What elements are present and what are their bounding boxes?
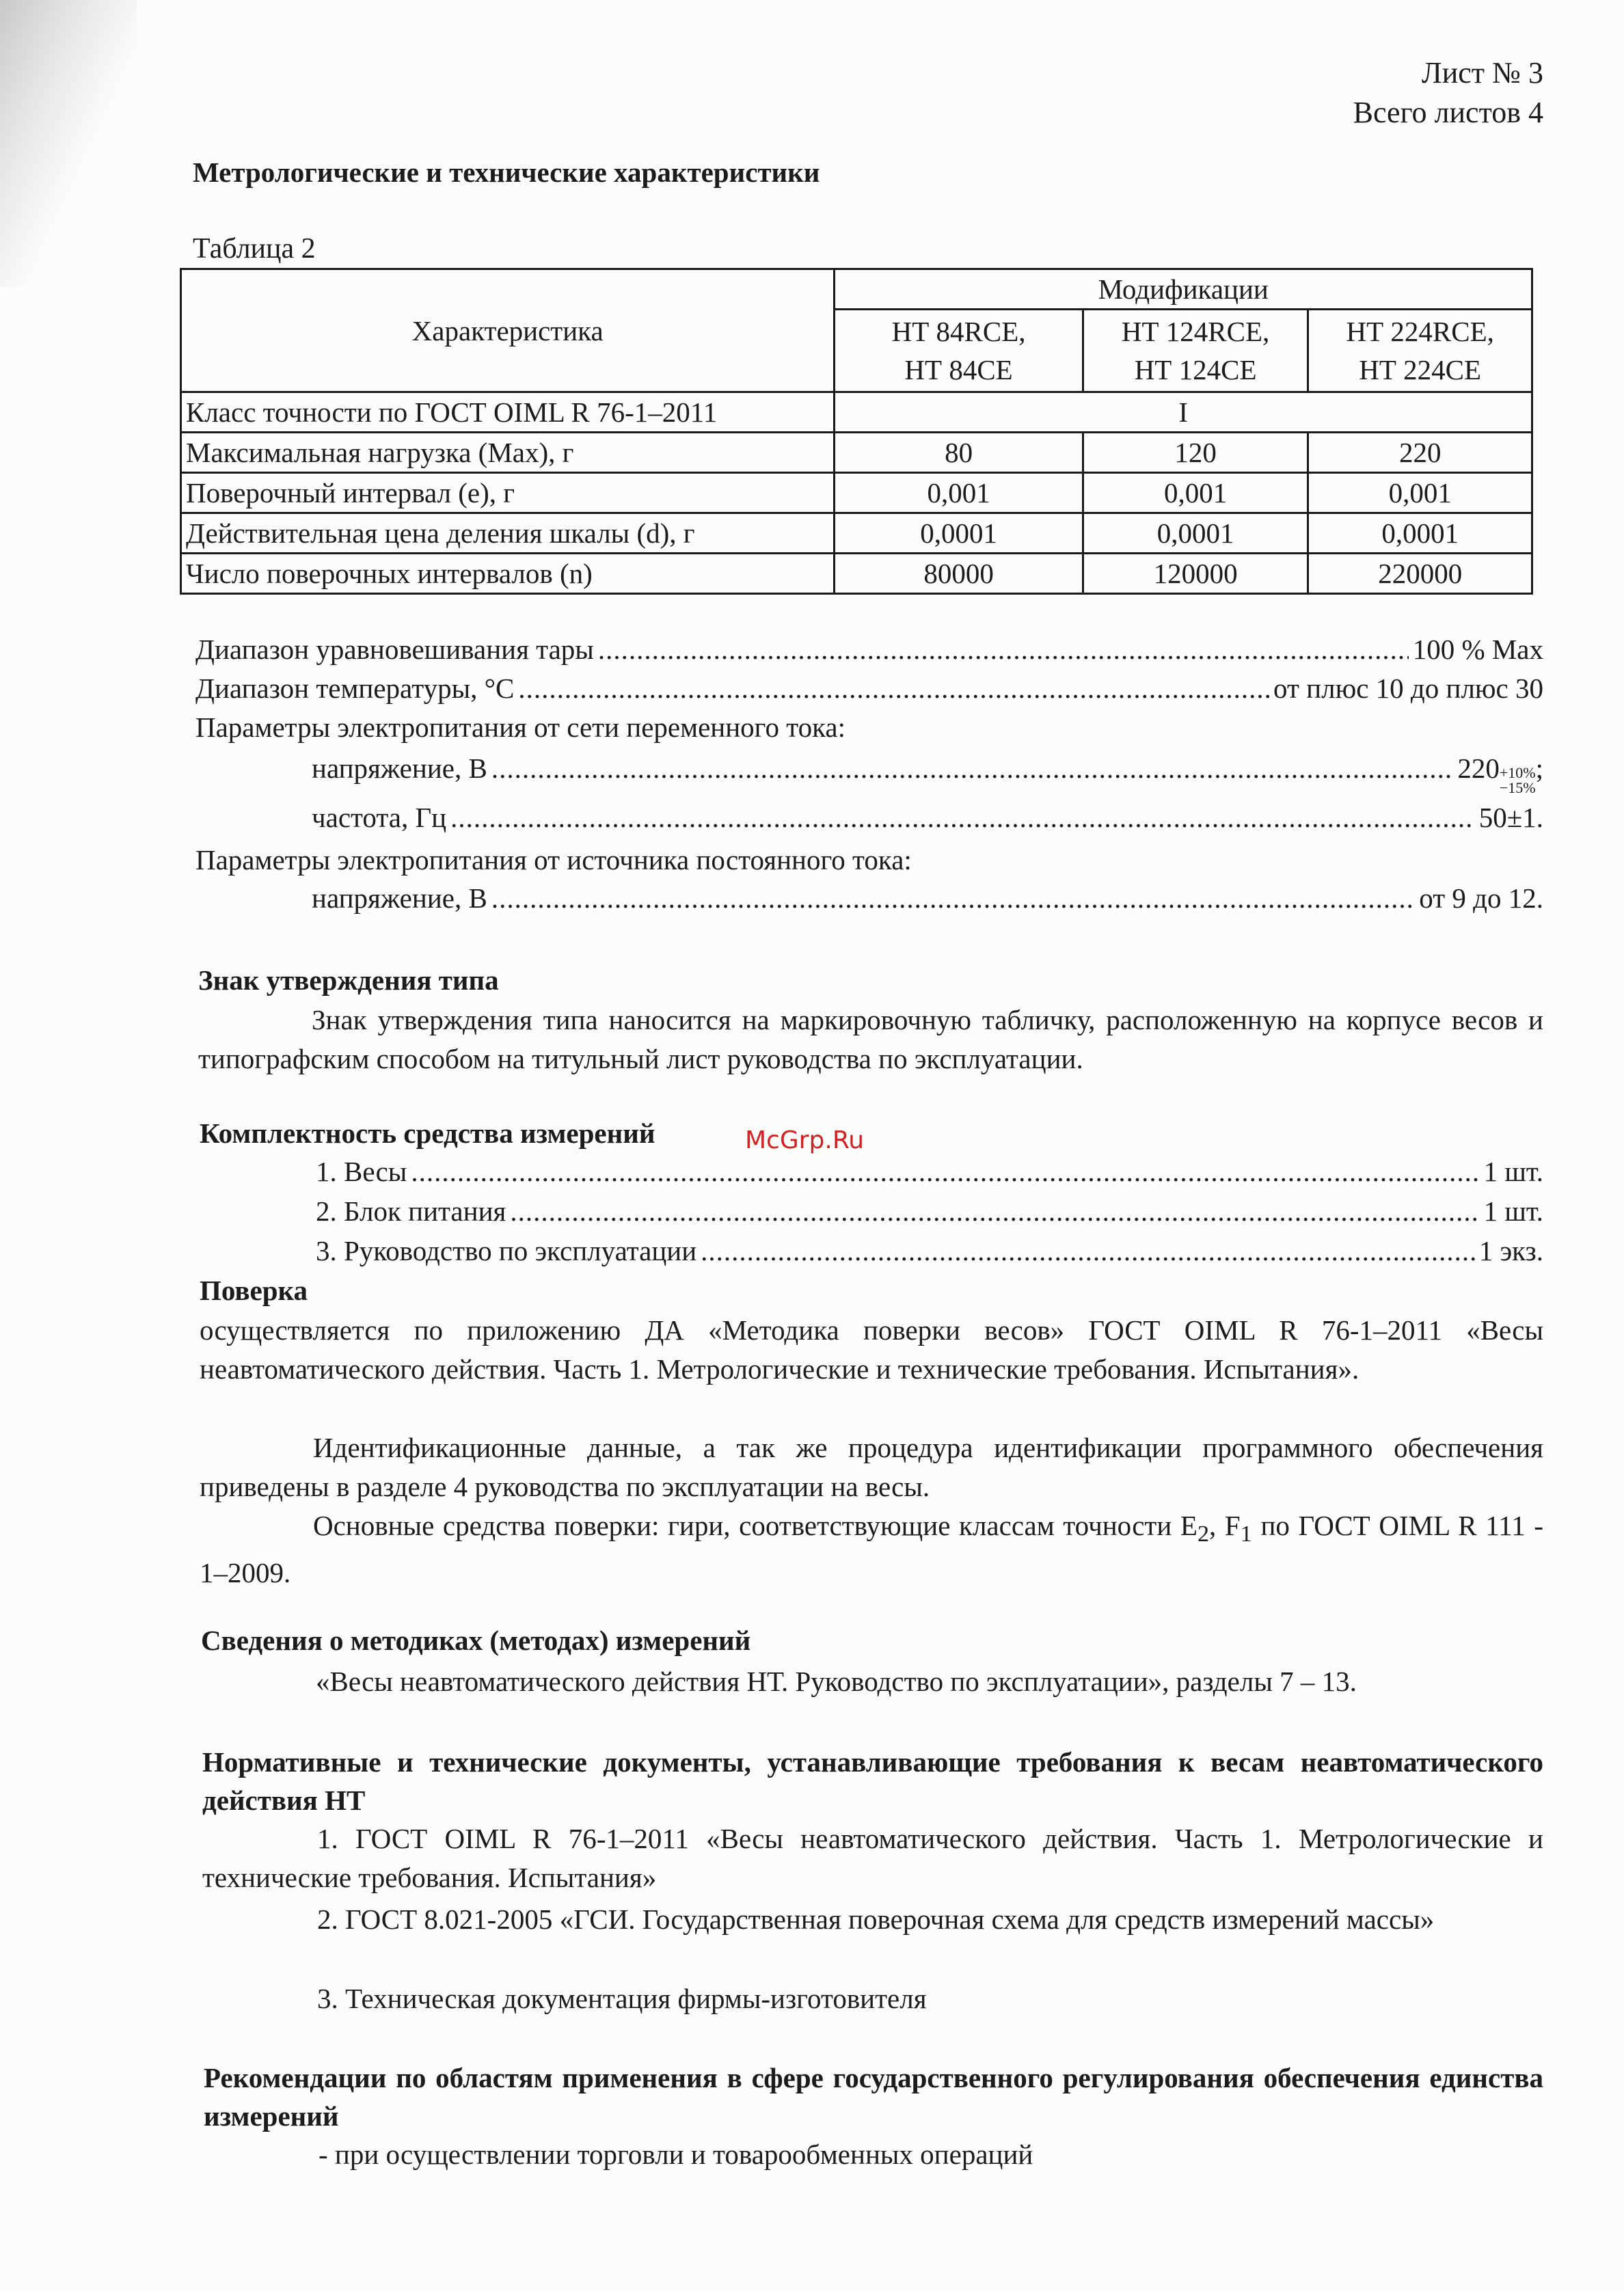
list-item: 1. Весы ..... 1 шт. [316,1155,1543,1188]
table-row [181,554,1532,594]
row-value: 0,0001 [1308,513,1532,554]
methods-title: Сведения о методиках (методах) измерений [201,1625,751,1656]
header-modifications: Модификации [835,269,1532,310]
param-dc-voltage: напряжение, В ..... от 9 до 12. [312,882,1543,914]
header-characteristic: Характеристика [181,269,835,392]
header-model: НТ 84RCE, НТ 84CE [835,310,1083,392]
recommend-item: - при осуществлении торговли и товарообменных операций [319,2139,1033,2170]
norms-item-1: 1. ГОСТ OIML R 76-1–2011 «Весы неавтоматического действия. Часть 1. Метрологические и технические требования. Испытания» [202,1823,1543,1893]
param-dc-title: Параметры электропитания от источника постоянного тока: [195,844,912,876]
param-tare: Диапазон уравновешивания тары ..... 100 % Max [195,633,1543,666]
param-ac-title: Параметры электропитания от сети переменного тока: [195,711,845,743]
row-value: 0,001 [835,473,1083,513]
table-row [181,392,1532,433]
row-label: Класс точности по ГОСТ OIML R 76-1–2011 [181,392,835,433]
verification-text-2: Идентификационные данные, а так же процедура идентификации программного обеспечения приведены в разделе 4 руководства по эксплуатации на весы. [200,1432,1543,1502]
approval-title: Знак утверждения типа [198,964,499,996]
table-row [181,473,1532,513]
watermark: McGrp.Ru [745,1126,865,1154]
row-value: 220000 [1308,554,1532,594]
row-label: Поверочный интервал (e), г [181,473,835,513]
param-ac-freq: частота, Гц ..... 50±1. [312,801,1543,834]
row-label: Действительная цена деления шкалы (d), г [181,513,835,554]
list-item: 3. Руководство по эксплуатации ..... 1 экз. [316,1234,1543,1267]
row-label: Число поверочных интервалов (n) [181,554,835,594]
methods-text: «Весы неавтоматического действия НТ. Руководство по эксплуатации», разделы 7 – 13. [316,1666,1357,1697]
table-row [181,513,1532,554]
table-caption: Таблица 2 [193,233,316,265]
verification-title: Поверка [200,1275,308,1306]
completeness-title: Комплектность средства измерений [200,1117,655,1149]
param-ac-voltage: напряжение, В ..... 220 $_{+10\% -15\%}$ ; [312,752,1543,796]
norms-title: Нормативные и технические документы, устанавливающие требования к весам неавтоматического действия НТ [202,1746,1543,1816]
row-label: Максимальная нагрузка (Max), г [181,433,835,473]
row-value: 0,0001 [1083,513,1308,554]
row-value: 220 [1308,433,1532,473]
sheet-total: Всего листов 4 [1353,96,1543,129]
recommend-title: Рекомендации по областям применения в сфере государственного регулирования обеспечения единства измерений [204,2062,1543,2132]
row-value: 120000 [1083,554,1308,594]
param-temp: Диапазон температуры, °С ..... от плюс 10 до плюс 30 [195,672,1543,705]
row-value: 0,001 [1308,473,1532,513]
table-row [181,433,1532,473]
row-value: 0,0001 [835,513,1083,554]
list-item: 2. Блок питания ..... 1 шт. [316,1195,1543,1228]
header-model: НТ 124RCE, НТ 124CE [1083,310,1308,392]
header-model: НТ 224RCE, НТ 224CE [1308,310,1532,392]
row-value: 80000 [835,554,1083,594]
norms-item-2: 2. ГОСТ 8.021-2005 «ГСИ. Государственная поверочная схема для средств измерений массы» [317,1903,1435,1935]
norms-item-3: 3. Техническая документация фирмы-изготовителя [317,1983,927,2014]
scan-shadow [0,0,137,287]
row-value: 80 [835,433,1083,473]
sheet-info [1353,53,1543,133]
voltage-tolerance: +10% −15% [1499,764,1536,796]
row-value: I [835,392,1532,433]
verification-text-3: Основные средства поверки: гири, соответствующие классам точности $E_2$, $F_1$ по ГОСТ OIML R 111 - 1–2009. [200,1510,1543,1589]
specs-table [180,268,1533,595]
page-title: Метрологические и технические характеристики [193,157,820,188]
row-value: 120 [1083,433,1308,473]
sheet-number: Лист № 3 [1421,56,1543,90]
verification-text-1: осуществляется по приложению ДА «Методика поверки весов» ГОСТ OIML R 76-1–2011 «Весы неавтоматического действия. Часть 1. Метрологические и технические требования. Испытания». [200,1314,1543,1385]
row-value: 0,001 [1083,473,1308,513]
approval-text: Знак утверждения типа наносится на маркировочную табличку, расположенную на корпусе весов и типографским способом на титульный лист руководства по эксплуатации. [198,1004,1543,1074]
